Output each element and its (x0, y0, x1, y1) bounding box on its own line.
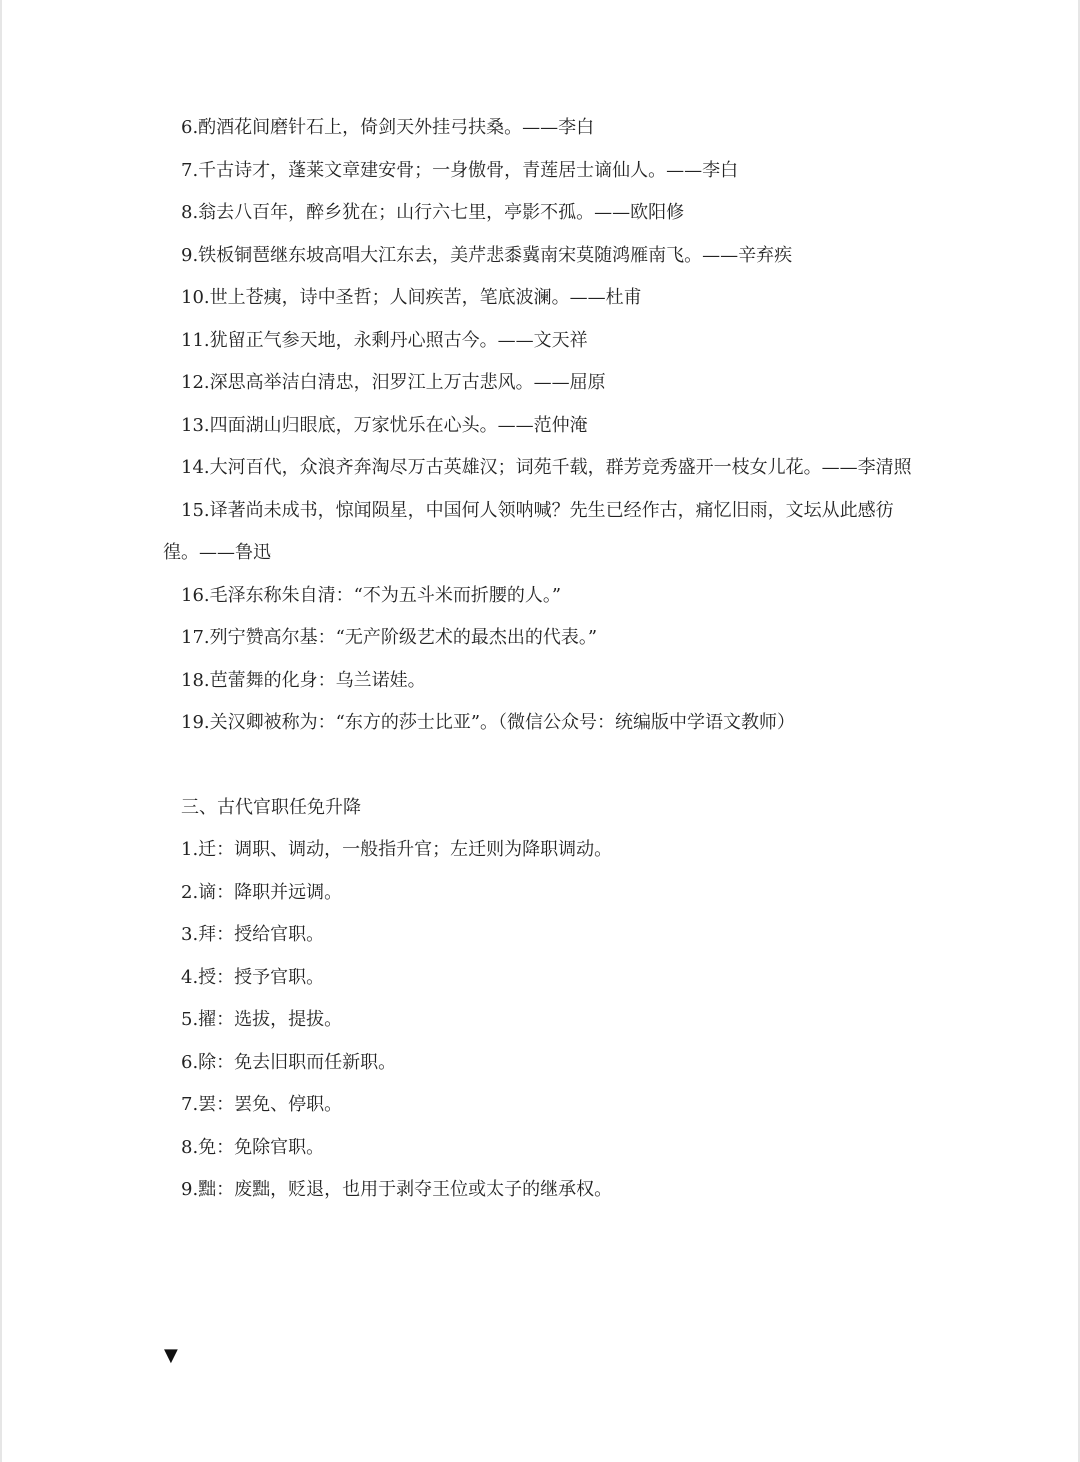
quote-item: 13.四面湖山归眼底，万家忧乐在心头。——范仲淹 (181, 414, 588, 436)
quote-item: 16.毛泽东称朱自清：“不为五斗米而折腰的人。” (181, 584, 562, 606)
term-item: 8.免：免除官职。 (181, 1136, 325, 1158)
official-terms-list (163, 829, 923, 1212)
quote-item: 14.大河百代，众浪齐奔淘尽万古英雄汉；词苑千载，群芳竞秀盛开一枝女儿花。——李清照 (181, 457, 912, 478)
term-item: 5.擢：选拔，提拔。 (181, 1009, 343, 1030)
term-item: 7.罢：罢免、停职。 (181, 1094, 343, 1115)
quote-item: 17.列宁赞高尔基：“无产阶级艺术的最杰出的代表。” (181, 627, 598, 648)
quote-item: 15.译著尚未成书，惊闻陨星，中国何人领呐喊？先生已经作古，痛忆旧雨，文坛从此感彷徨。——鲁迅 (163, 499, 894, 563)
term-item: 4.授：授予官职。 (181, 966, 325, 988)
term-item: 2.谪：降职并远调。 (181, 881, 343, 903)
quote-item: 19.关汉卿被称为：“东方的莎士比亚”。（微信公众号：统编版中学语文教师） (181, 712, 796, 733)
term-item: 6.除：免去旧职而任新职。 (181, 1051, 397, 1073)
document-content (163, 107, 923, 1212)
quote-item: 9.铁板铜琶继东坡高唱大江东去，美芹悲黍冀南宋莫随鸿雁南飞。——辛弃疾 (181, 244, 793, 266)
term-item: 3.拜：授给官职。 (181, 924, 325, 945)
quote-item: 8.翁去八百年，醉乡犹在；山行六七里，亭影不孤。——欧阳修 (181, 202, 685, 223)
quote-item: 12.深思高举洁白清忠，汨罗江上万古悲风。——屈原 (181, 372, 606, 393)
quote-item: 7.千古诗才，蓬莱文章建安骨；一身傲骨，青莲居士谪仙人。——李白 (181, 159, 739, 181)
quote-list (163, 107, 923, 745)
quote-item: 6.酌酒花间磨针石上，倚剑天外挂弓扶桑。——李白 (181, 117, 595, 138)
term-item: 1.迁：调职、调动，一般指升官；左迁则为降职调动。 (181, 839, 613, 860)
down-triangle-icon: ▼ (164, 1345, 178, 1366)
quote-item: 18.芭蕾舞的化身：乌兰诺娃。 (181, 669, 426, 691)
term-item: 9.黜：废黜，贬退，也用于剥夺王位或太子的继承权。 (181, 1179, 613, 1200)
quote-item: 10.世上苍痍，诗中圣哲；人间疾苦，笔底波澜。——杜甫 (181, 287, 642, 308)
quote-item: 11.犹留正气参天地，永剩丹心照古今。——文天祥 (181, 329, 588, 351)
section-heading: 三、古代官职任免升降 (181, 796, 361, 818)
